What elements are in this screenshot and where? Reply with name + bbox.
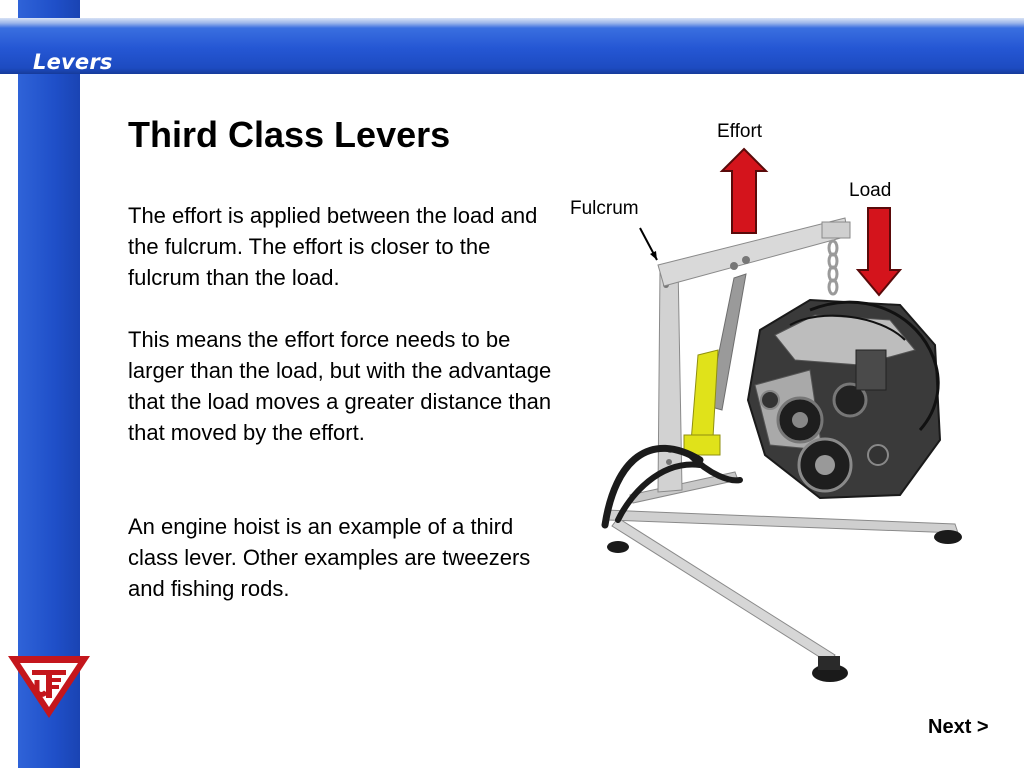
company-logo-icon: [6, 654, 92, 720]
load-arrow: [858, 208, 900, 295]
paragraph-effort-position: The effort is applied between the load and the fulcrum. The effort is closer to the fulcrum than the load.: [128, 203, 538, 290]
header-title: Levers: [33, 50, 113, 74]
engine-hoist-diagram: [560, 110, 1020, 700]
lift-chain: [829, 241, 837, 294]
hoist-base-legs: [605, 472, 962, 682]
slide-title: Third Class Levers: [128, 114, 451, 155]
engine: [748, 300, 940, 498]
fulcrum-label: Fulcrum: [570, 198, 639, 219]
hoist-upright: [658, 264, 682, 492]
next-button[interactable]: Next >: [928, 716, 989, 738]
effort-arrow: [722, 149, 766, 233]
hydraulic-ram: [684, 274, 746, 455]
load-label: Load: [849, 180, 892, 201]
paragraph-examples: An engine hoist is an example of a third class lever. Other examples are tweezers and fishing rods.: [128, 514, 531, 601]
top-strip: [0, 0, 1024, 18]
effort-label: Effort: [717, 121, 763, 142]
paragraph-force-advantage: This means the effort force needs to be larger than the load, but with the advantage that the load moves a greater distance than that moved by the effort.: [128, 327, 552, 445]
left-sidebar-bar: [18, 0, 80, 768]
header-bar: [0, 18, 1024, 74]
